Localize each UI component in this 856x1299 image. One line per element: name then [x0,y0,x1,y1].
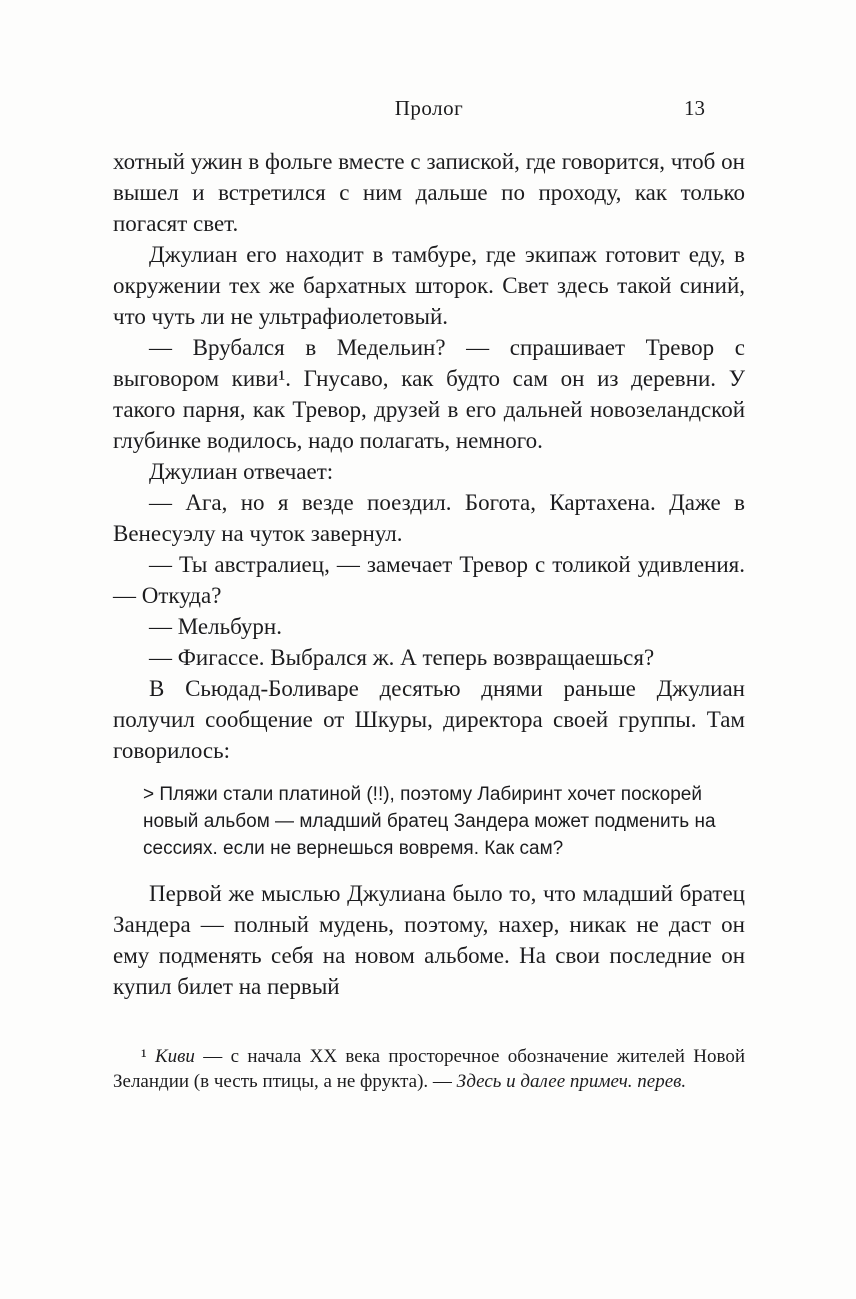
footnote [113,1044,745,1094]
footnote-segment: — с начала XX века просторечное обозначение жителей Новой Зеландии (в честь птицы, а не фрукта). — [113,1046,746,1092]
paragraph: хотный ужин в фольге вместе с запиской, где говорится, чтоб он вышел и встретился с ним дальше по проходу, как только погасят свет. [113,149,745,236]
paragraph: — Ага, но я везде поездил. Богота, Картахена. Даже в Венесуэлу на чуток завернул. [113,490,745,546]
footnote-italic-segment: Здесь и далее примеч. перев. [456,1071,687,1092]
footnote-segment: ¹ [141,1046,156,1067]
page-number: 13 [684,96,705,120]
paragraph: В Сьюдад-Боливаре десятью днями раньше Джулиан получил сообщение от Шкуры, директора своей группы. Там говорилось: [113,676,745,763]
paragraph: — Врубался в Медельин? — спрашивает Тревор с выговором киви¹. Гнусаво, как будто сам он из деревни. У такого парня, как Тревор, друзей в его дальней новозеландской глубинке водилось, надо полагать, немного. [113,335,745,453]
paragraph: Джулиан его находит в тамбуре, где экипаж готовит еду, в окружении тех же бархатных шторок. Свет здесь такой синий, что чуть ли не ультрафиолетовый. [113,242,745,329]
message-quote: > Пляжи стали платиной (!!), поэтому Лабиринт хочет поскорей новый альбом — младший братец Зандера может подменить на сессиях. если не вернешься вовремя. Как сам? [143,784,716,859]
footnote-italic-segment: Киви [155,1046,195,1067]
paragraph: Джулиан отвечает: [149,459,334,484]
paragraph: — Мельбурн. [149,614,282,639]
chapter-title: Пролог [394,96,464,120]
paragraph: Первой же мыслью Джулиана было то, что младший братец Зандера — полный мудень, поэтому, нахер, никак не даст он ему подменять себя на новом альбоме. На свои последние он купил билет на первый [113,881,745,999]
text-block [113,146,745,1002]
footnote-text [113,1044,745,1094]
paragraph: — Фигассе. Выбрался ж. А теперь возвращаешься? [149,645,655,670]
running-head [113,94,745,122]
paragraph: — Ты австралиец, — замечает Тревор с толикой удивления. — Откуда? [113,552,745,608]
